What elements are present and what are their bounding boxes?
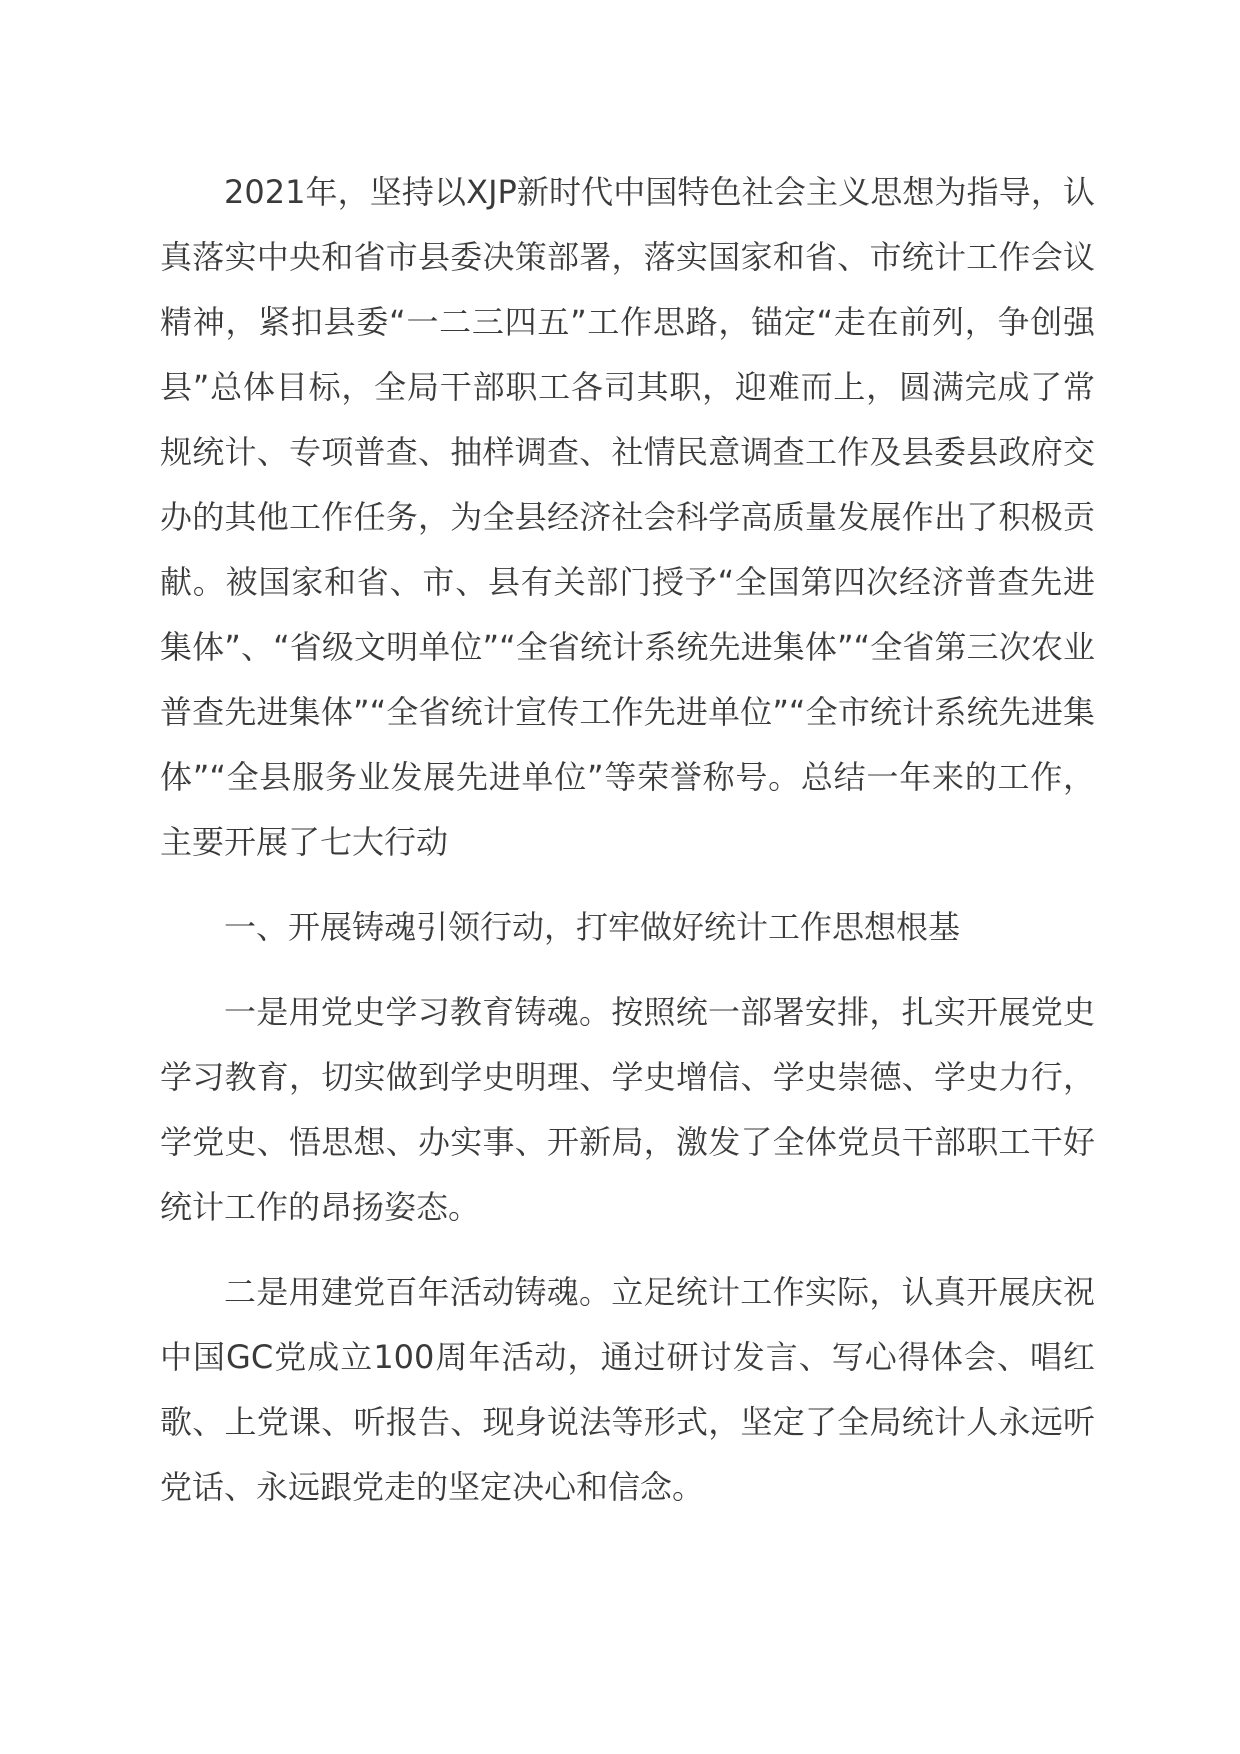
section-heading: 一、开展铸魂引领行动，打牢做好统计工作思想根基: [224, 908, 961, 946]
body-paragraph-2: 二是用建党百年活动铸魂。立足统计工作实际，认真开展庆祝中国GC党成立100周年活动，通过研讨发言、写心得体会、唱红歌、上党课、听报告、现身说法等形式，坚定了全局统计人永远听党话、永远跟党走的坚定决心和信念。: [160, 1273, 1095, 1506]
intro-paragraph: 2021年，坚持以XJP新时代中国特色社会主义思想为指导，认真落实中央和省市县委决策部署，落实国家和省、市统计工作会议精神，紧扣县委“一二三四五”工作思路，锚定“走在前列，争创强县”总体目标，全局干部职工各司其职，迎难而上，圆满完成了常规统计、专项普查、抽样调查、社情民意调查工作及县委县政府交办的其他工作任务，为全县经济社会科学高质量发展作出了积极贡献。被国家和省、市、县有关部门授予“全国第四次经济普查先进集体”、“省级文明单位”“全省统计系统先进集体”“全省第三次农业普查先进集体”“全省统计宣传工作先进单位”“全市统计系统先进集体”“全县服务业发展先进单位”等荣誉称号。总结一年来的工作，主要开展了七大行动: [160, 173, 1095, 861]
body-paragraph-1: 一是用党史学习教育铸魂。按照统一部署安排，扎实开展党史学习教育，切实做到学史明理、学史增信、学史崇德、学史力行，学党史、悟思想、办实事、开新局，激发了全体党员干部职工干好统计工作的昂扬姿态。: [160, 993, 1095, 1226]
document-body: [160, 160, 1095, 1520]
